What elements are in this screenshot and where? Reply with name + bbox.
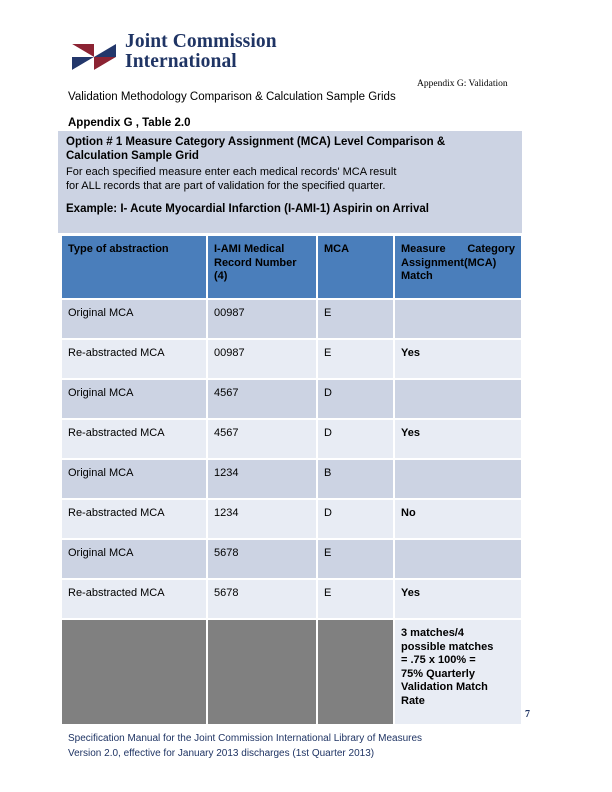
logo-line-1: Joint Commission: [125, 31, 277, 52]
table-row: [62, 540, 521, 580]
intro-example-line: Example: I- Acute Myocardial Infarction (I-AMI-1) Aspirin on Arrival: [66, 203, 429, 215]
cell-mca-match: [395, 300, 521, 340]
cell-mca: E: [318, 300, 395, 340]
cell-type-of-abstraction: Re-abstracted MCA: [62, 580, 208, 620]
table-row: [62, 580, 521, 620]
table-head: [62, 236, 521, 300]
shaded-cell-type: [62, 620, 208, 726]
cell-type-of-abstraction: Original MCA: [62, 460, 208, 500]
intro-heading-line-2: Calculation Sample Grid: [66, 149, 199, 162]
table-row: [62, 380, 521, 420]
mca-comparison-table: [62, 236, 521, 726]
shaded-cell-mca: [318, 620, 395, 726]
page-number: 7: [525, 709, 530, 720]
cell-record-number: 4567: [208, 420, 318, 460]
cell-mca-match: Yes: [395, 420, 521, 460]
header-text-line-1: Measure Category: [401, 243, 515, 255]
table-row: [62, 460, 521, 500]
column-header-type-of-abstraction: [62, 236, 208, 300]
document-footer: [68, 731, 422, 761]
cell-record-number: 4567: [208, 380, 318, 420]
calc-line-4: 75% Quarterly: [401, 667, 475, 680]
column-header-record-number: [208, 236, 318, 300]
cell-mca-match: No: [395, 500, 521, 540]
table-body: [62, 300, 521, 726]
header-text: Type of abstraction: [68, 243, 169, 255]
cell-mca: E: [318, 340, 395, 380]
cell-record-number: 1234: [208, 500, 318, 540]
cell-type-of-abstraction: Re-abstracted MCA: [62, 420, 208, 460]
intro-heading-line-1: Option # 1 Measure Category Assignment (MCA) Level Comparison &: [66, 136, 446, 148]
shaded-cell-record: [208, 620, 318, 726]
header-text-line-2: Record Number (4): [214, 256, 297, 282]
intro-banner: [58, 131, 522, 233]
cell-match-rate-calculation: [395, 620, 521, 726]
header-text-line-1: I-AMI Medical: [214, 243, 285, 255]
cell-type-of-abstraction: Original MCA: [62, 300, 208, 340]
calc-line-1: 3 matches/4: [401, 627, 464, 639]
cell-mca-match: [395, 540, 521, 580]
column-header-mca-match: [395, 236, 521, 300]
cell-mca: D: [318, 500, 395, 540]
pinwheel-logo-icon: [68, 34, 120, 80]
cell-type-of-abstraction: Original MCA: [62, 380, 208, 420]
table-row: [62, 340, 521, 380]
cell-mca-match: [395, 380, 521, 420]
calc-line-3: = .75 x 100% =: [401, 654, 476, 666]
header-text-line-2: Assignment(MCA): [401, 256, 497, 269]
table-header-row: [62, 236, 521, 300]
calc-line-5: Validation Match: [401, 681, 488, 693]
table-row: [62, 500, 521, 540]
calc-line-6: Rate: [401, 694, 425, 707]
footer-line-1: Specification Manual for the Joint Commission International Library of Measures: [68, 733, 423, 744]
footer-line-2: Version 2.0, effective for January 2013 discharges (1st Quarter 2013): [68, 748, 375, 759]
document-subtitle: Validation Methodology Comparison & Calculation Sample Grids: [68, 91, 396, 103]
intro-body-line-1: For each specified measure enter each medical records' MCA result: [66, 166, 397, 178]
cell-mca-match: [395, 460, 521, 500]
cell-type-of-abstraction: Original MCA: [62, 540, 208, 580]
cell-mca: B: [318, 460, 395, 500]
table-row: [62, 300, 521, 340]
cell-type-of-abstraction: Re-abstracted MCA: [62, 500, 208, 540]
header-text-line-3: Match: [401, 270, 433, 282]
cell-mca: D: [318, 420, 395, 460]
jci-logo: [68, 32, 277, 80]
column-header-mca: [318, 236, 395, 300]
table-label: Appendix G , Table 2.0: [68, 117, 191, 129]
logo-line-2: International: [125, 50, 237, 72]
cell-mca: E: [318, 580, 395, 620]
table-total-row: [62, 620, 521, 726]
cell-mca-match: Yes: [395, 580, 521, 620]
intro-body-line-2: for ALL records that are part of validation for the specified quarter.: [66, 180, 386, 192]
document-header: [0, 0, 612, 112]
cell-record-number: 00987: [208, 300, 318, 340]
table-row: [62, 420, 521, 460]
cell-mca-match: Yes: [395, 340, 521, 380]
cell-record-number: 00987: [208, 340, 318, 380]
cell-mca: E: [318, 540, 395, 580]
cell-record-number: 5678: [208, 580, 318, 620]
cell-record-number: 5678: [208, 540, 318, 580]
cell-record-number: 1234: [208, 460, 318, 500]
header-text: MCA: [324, 243, 350, 255]
jci-logo-wordmark: [125, 32, 277, 72]
appendix-running-head: Appendix G: Validation: [417, 79, 508, 89]
calc-line-2: possible matches: [401, 640, 494, 653]
cell-type-of-abstraction: Re-abstracted MCA: [62, 340, 208, 380]
cell-mca: D: [318, 380, 395, 420]
